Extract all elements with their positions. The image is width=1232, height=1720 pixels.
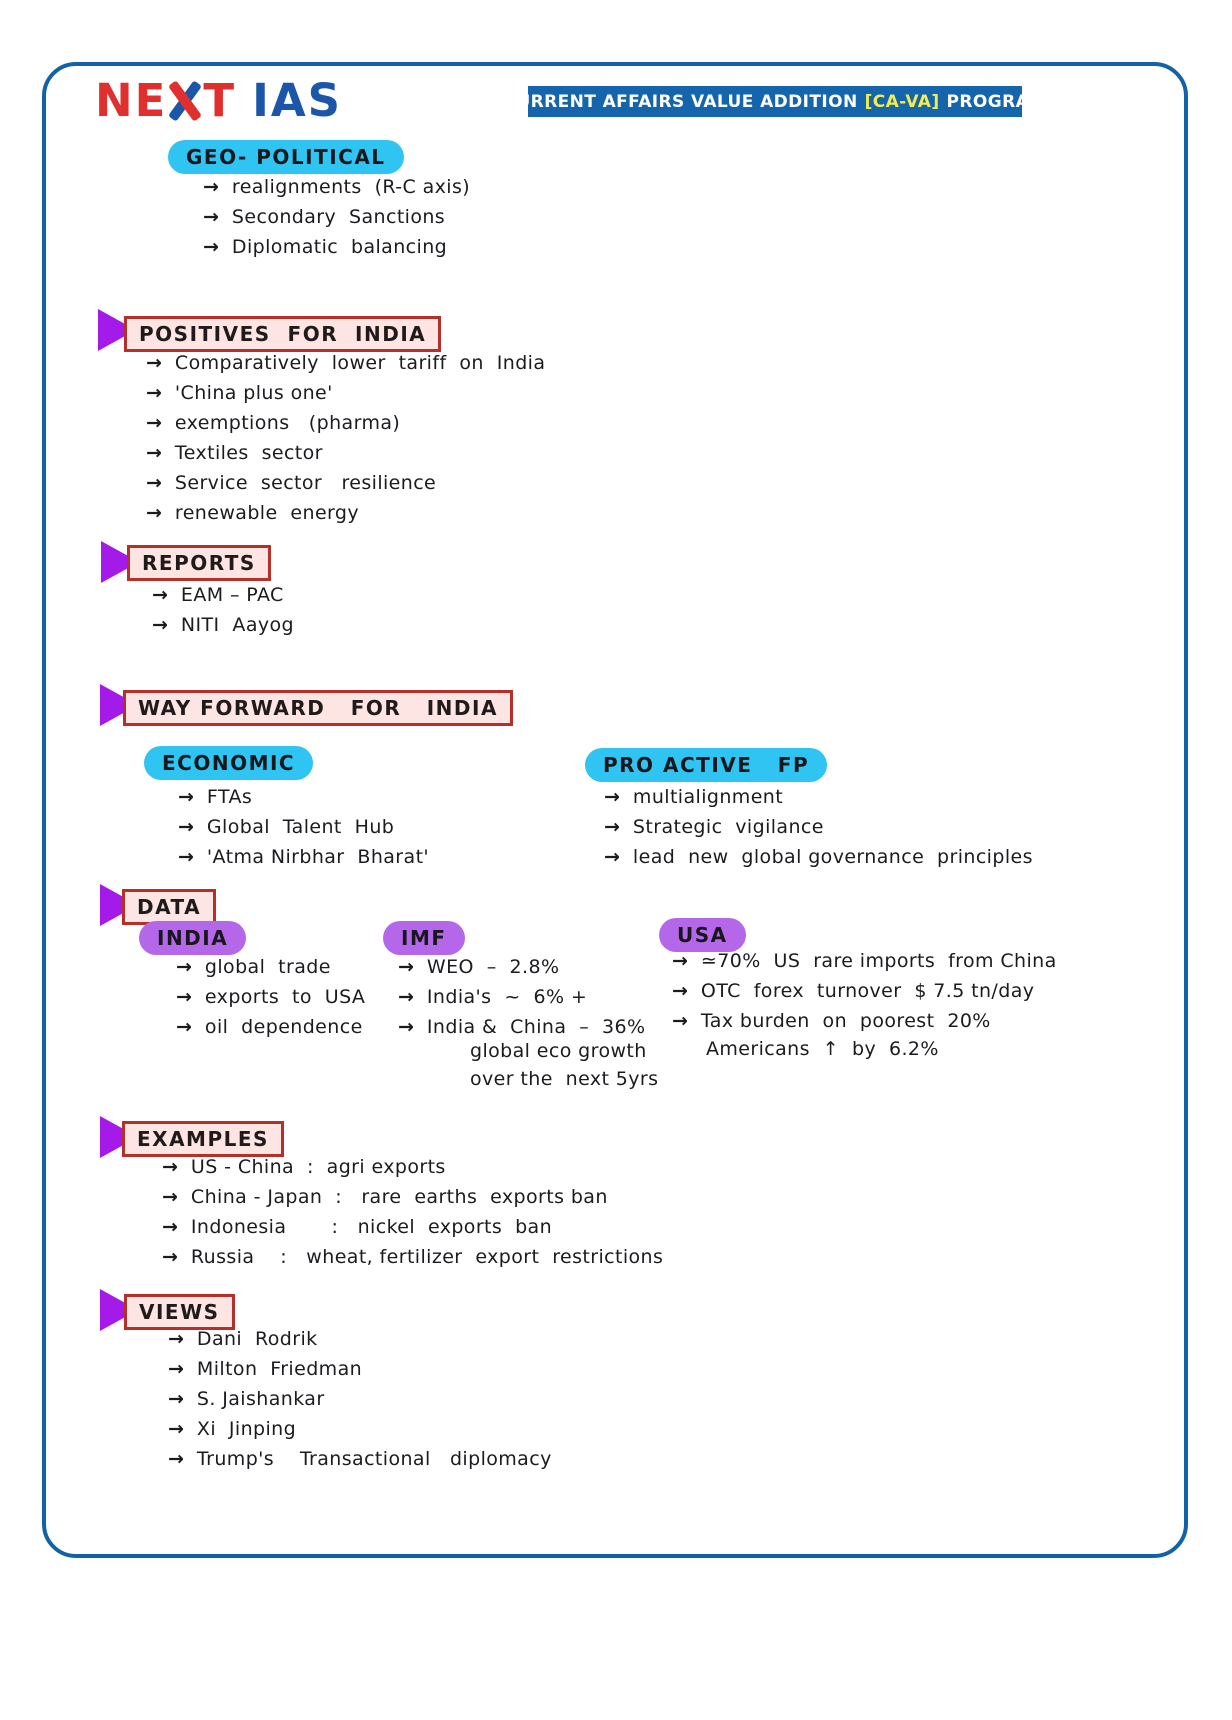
heading-proactive-fp: PRO ACTIVE FP [585, 748, 827, 782]
arrow-icon: → [162, 1186, 178, 1208]
arrow-icon: → [146, 382, 162, 404]
arrow-icon: → [398, 1016, 414, 1038]
list-item [672, 980, 1057, 1002]
item-text: Global Talent Hub [206, 816, 395, 838]
arrow-icon: → [176, 1016, 192, 1038]
list-item [470, 1068, 658, 1090]
list-item [604, 816, 1033, 838]
arrow-icon: → [176, 986, 192, 1008]
item-text: over the next 5yrs [470, 1068, 659, 1090]
item-text: Xi Jinping [196, 1418, 297, 1440]
list-item [604, 786, 1033, 808]
examples-list [162, 1156, 663, 1276]
india-data-list [176, 956, 365, 1046]
item-text: OTC forex turnover $ 7.5 tn/day [700, 980, 1035, 1002]
heading-imf: IMF [383, 921, 465, 955]
list-item [178, 846, 429, 868]
arrow-icon: → [672, 980, 688, 1002]
list-item [146, 442, 545, 464]
item-text: Trump's Transactional diplomacy [196, 1448, 552, 1470]
arrow-icon: → [178, 786, 194, 808]
banner-bracket: [CA-VA] [864, 91, 940, 112]
list-item [604, 846, 1033, 868]
item-text: global trade [204, 956, 331, 978]
item-text: Russia : wheat, fertilizer export restrictions [190, 1246, 664, 1268]
heading-india: INDIA [139, 921, 246, 955]
list-item [146, 502, 545, 524]
arrow-icon: → [168, 1448, 184, 1470]
list-item [162, 1216, 663, 1238]
views-list [168, 1328, 552, 1478]
item-text: Milton Friedman [196, 1358, 363, 1380]
arrow-icon: → [178, 846, 194, 868]
item-text: oil dependence [204, 1016, 363, 1038]
heading-way-forward: WAY FORWARD FOR INDIA [123, 690, 513, 726]
item-text: US - China : agri exports [190, 1156, 446, 1178]
arrow-icon: → [162, 1246, 178, 1268]
list-item [146, 412, 545, 434]
arrow-icon: → [168, 1418, 184, 1440]
item-text: S. Jaishankar [196, 1388, 325, 1410]
item-text: ≃70% US rare imports from China [700, 950, 1057, 972]
arrow-icon: → [152, 614, 168, 636]
item-text: realignments (R-C axis) [231, 176, 471, 198]
list-item [152, 584, 294, 606]
list-item [146, 472, 545, 494]
heading-views: VIEWS [124, 1294, 235, 1330]
item-text: China - Japan : rare earths exports ban [190, 1186, 608, 1208]
list-item [168, 1448, 552, 1470]
arrow-icon: → [168, 1358, 184, 1380]
item-text: India & China – 36% [426, 1016, 646, 1038]
heading-examples: EXAMPLES [122, 1121, 284, 1157]
list-item [168, 1328, 552, 1350]
list-item [398, 1016, 645, 1038]
nextias-logo [95, 74, 342, 127]
arrow-icon: → [162, 1216, 178, 1238]
arrow-icon: → [152, 584, 168, 606]
heading-economic: ECONOMIC [144, 746, 313, 780]
item-text: Strategic vigilance [632, 816, 824, 838]
item-text: multialignment [632, 786, 784, 808]
arrow-icon: → [146, 412, 162, 434]
imf-data-list [398, 956, 645, 1046]
logo-text-t: T [203, 74, 237, 127]
arrow-icon: → [178, 816, 194, 838]
usa-data-list [672, 950, 1057, 1040]
arrow-icon: → [146, 472, 162, 494]
list-item [672, 950, 1057, 972]
list-item [203, 176, 470, 198]
reports-list [152, 584, 294, 644]
arrow-icon: → [162, 1156, 178, 1178]
item-text: Textiles sector [174, 442, 323, 464]
list-item [176, 986, 365, 1008]
item-text: 'China plus one' [174, 382, 333, 404]
item-text: Americans ↑ by 6.2% [706, 1038, 939, 1060]
item-text: 'Atma Nirbhar Bharat' [206, 846, 430, 868]
list-item [398, 956, 645, 978]
arrow-icon: → [146, 502, 162, 524]
item-text: exemptions (pharma) [174, 412, 401, 434]
arrow-icon: → [168, 1328, 184, 1350]
list-item [162, 1186, 663, 1208]
list-item [470, 1040, 658, 1062]
item-text: EAM – PAC [180, 584, 284, 606]
logo-text-ias: IAS [252, 74, 343, 127]
list-item [168, 1358, 552, 1380]
arrow-icon: → [203, 236, 219, 258]
list-item [398, 986, 645, 1008]
imf-data-continuation [470, 1040, 658, 1096]
item-text: Diplomatic balancing [231, 236, 448, 258]
geo-political-list [203, 176, 470, 266]
item-text: global eco growth [470, 1040, 647, 1062]
arrow-icon: → [146, 352, 162, 374]
logo-text-ne: NE [95, 74, 168, 127]
arrow-icon: → [203, 176, 219, 198]
usa-data-continuation [706, 1038, 939, 1066]
proactive-fp-list [604, 786, 1033, 876]
list-item [162, 1246, 663, 1268]
list-item [203, 236, 470, 258]
heading-geo-political: GEO- POLITICAL [168, 140, 404, 174]
item-text: NITI Aayog [180, 614, 294, 636]
arrow-icon: → [672, 1010, 688, 1032]
heading-positives-for-india: POSITIVES FOR INDIA [124, 316, 441, 352]
list-item [672, 1010, 1057, 1032]
list-item [152, 614, 294, 636]
list-item [176, 1016, 365, 1038]
list-item [146, 382, 545, 404]
list-item [168, 1418, 552, 1440]
list-item [178, 816, 429, 838]
list-item [162, 1156, 663, 1178]
list-item [176, 956, 365, 978]
economic-list [178, 786, 429, 876]
banner-text: CURRENT AFFAIRS VALUE ADDITION [503, 91, 858, 112]
list-item [203, 206, 470, 228]
item-text: Secondary Sanctions [231, 206, 446, 228]
item-text: lead new global governance principles [632, 846, 1033, 868]
arrow-icon: → [604, 816, 620, 838]
item-text: renewable energy [174, 502, 360, 524]
arrow-icon: → [604, 786, 620, 808]
list-item [178, 786, 429, 808]
list-item [706, 1038, 939, 1060]
item-text: Comparatively lower tariff on India [174, 352, 546, 374]
list-item [168, 1388, 552, 1410]
item-text: Tax burden on poorest 20% [700, 1010, 991, 1032]
arrow-icon: → [672, 950, 688, 972]
arrow-icon: → [168, 1388, 184, 1410]
logo-x-icon [168, 82, 202, 120]
banner-text: PROGRAM [946, 91, 1047, 112]
item-text: WEO – 2.8% [426, 956, 560, 978]
heading-reports: REPORTS [127, 545, 271, 581]
arrow-icon: → [146, 442, 162, 464]
item-text: Indonesia : nickel exports ban [190, 1216, 553, 1238]
item-text: Service sector resilience [174, 472, 437, 494]
heading-usa: USA [659, 918, 746, 952]
positives-list [146, 352, 545, 532]
arrow-icon: → [398, 956, 414, 978]
heading-data: DATA [122, 889, 216, 925]
list-item [146, 352, 545, 374]
program-banner [503, 86, 1047, 117]
item-text: FTAs [206, 786, 253, 808]
arrow-icon: → [398, 986, 414, 1008]
arrow-icon: → [604, 846, 620, 868]
arrow-icon: → [203, 206, 219, 228]
item-text: exports to USA [204, 986, 366, 1008]
arrow-icon: → [176, 956, 192, 978]
item-text: Dani Rodrik [196, 1328, 318, 1350]
item-text: India's ~ 6% + [426, 986, 588, 1008]
